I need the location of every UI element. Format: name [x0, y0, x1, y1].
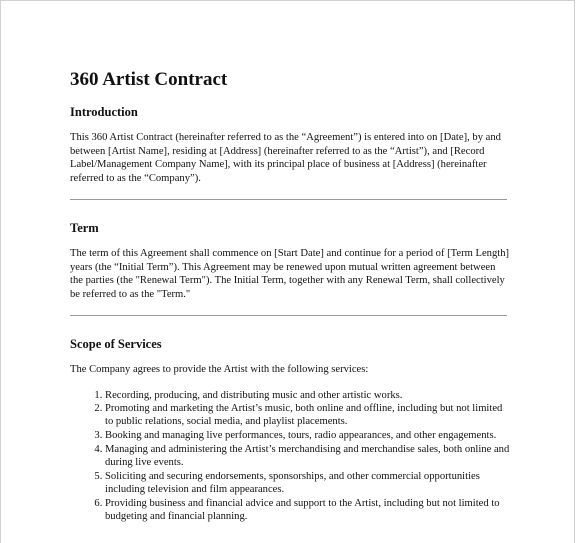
section-body-introduction: This 360 Artist Contract (hereinafter referred to as the “Agreement”) is entered into on [Date], by and between [Artist Name], residing at [Address] (hereinafter referred to as the “Artist”), and [Record Label/Management Company Name], with its principal place of business at [Address] (hereinafter referred to as the “Company”). [70, 132, 501, 184]
list-item: 3. Booking and managing live performances, tours, radio appearances, and other engagements. [105, 429, 510, 442]
list-item: 4. Managing and administering the Artist’s merchandising and merchandise sales, both online and during live events. [105, 443, 510, 469]
document-content [70, 66, 510, 524]
list-item: 6. Providing business and financial advice and support to the Artist, including but not limited to budgeting and financial planning. [105, 497, 510, 523]
section-heading-introduction: Introduction [70, 105, 138, 119]
section-body-term: The term of this Agreement shall commence on [Start Date] and continue for a period of [Term Length] years (the “Initial Term”). This Agreement may be renewed upon mutual written agreement between the parties (the "Renewal Term"). The Initial Term, together with any Renewal Term, shall collectively be referred to as the "Term." [70, 248, 510, 300]
document-title: 360 Artist Contract [70, 69, 228, 90]
section-heading-term: Term [70, 221, 99, 235]
list-item: 2. Promoting and marketing the Artist’s music, both online and offline, including but not limited to public relations, social media, and playlist placements. [105, 402, 510, 428]
list-item: 5. Soliciting and securing endorsements, sponsorships, and other commercial opportunities including television and film appearances. [105, 470, 510, 496]
section-heading-scope: Scope of Services [70, 337, 162, 351]
list-item: 1. Recording, producing, and distributing music and other artistic works. [105, 389, 510, 402]
services-list [70, 389, 510, 524]
section-body-scope: The Company agrees to provide the Artist with the following services: [70, 364, 369, 375]
